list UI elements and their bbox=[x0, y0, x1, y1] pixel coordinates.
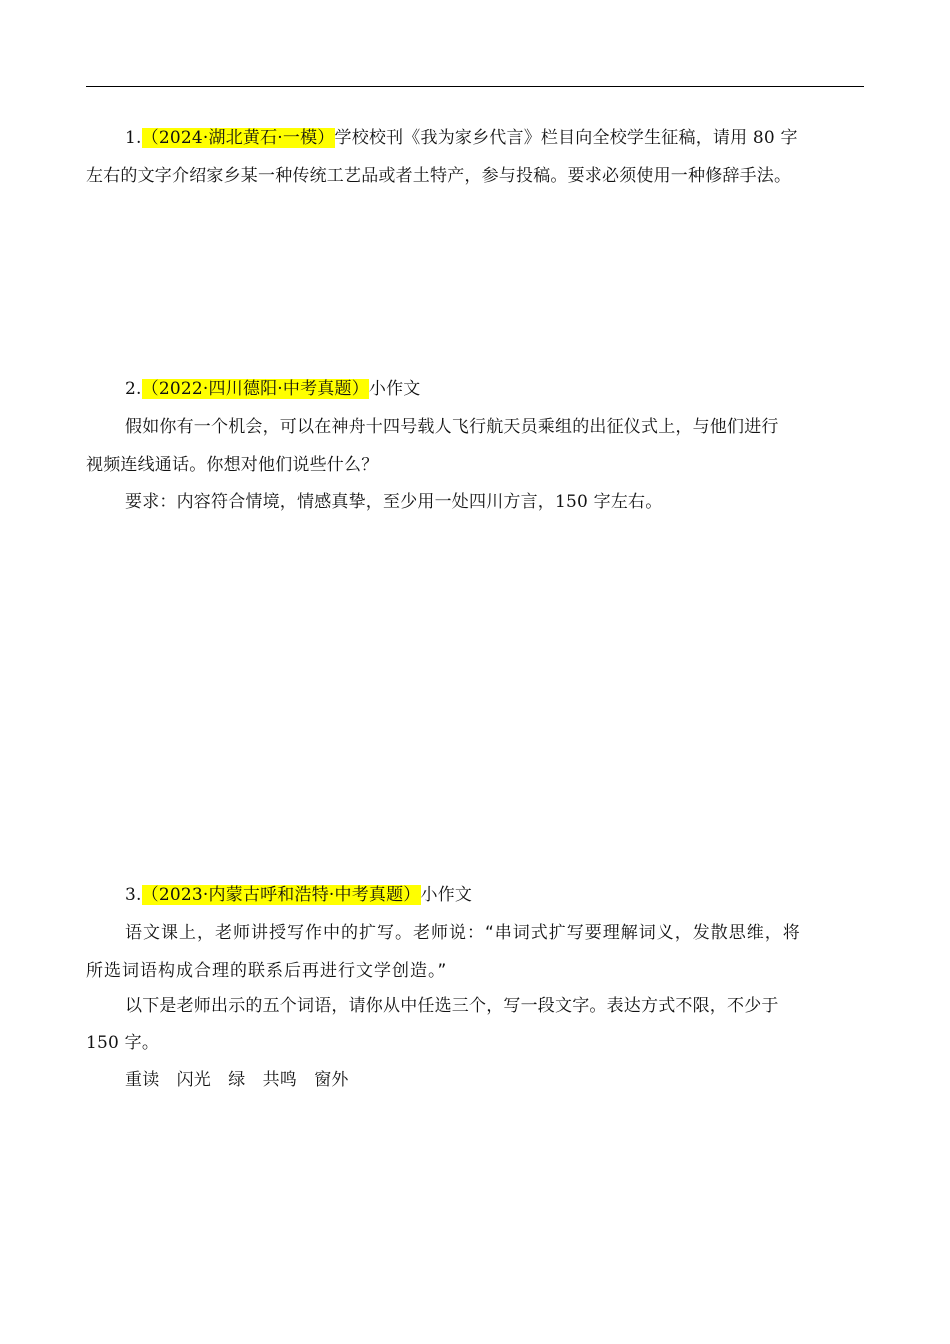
question-1-line-2: 左右的文字介绍家乡某一种传统工艺品或者土特产，参与投稿。要求必须使用一种修辞手法。 bbox=[86, 166, 792, 186]
question-3-line-3: 以下是老师出示的五个词语，请你从中任选三个，写一段文字。表达方式不限，不少于 bbox=[125, 996, 779, 1016]
question-2-line-1: 假如你有一个机会，可以在神舟十四号载人飞行航天员乘组的出征仪式上，与他们进行 bbox=[125, 417, 779, 437]
question-3-line-1: 语文课上，老师讲授写作中的扩写。老师说：“串词式扩写要理解词义，发散思维，将 bbox=[125, 923, 801, 943]
header-rule bbox=[86, 86, 864, 87]
question-2-source: （2022·四川德阳·中考真题） bbox=[141, 379, 369, 399]
question-3-line-2: 所选词语构成合理的联系后再进行文学创造。” bbox=[86, 961, 448, 981]
question-3-source: （2023·内蒙古呼和浩特·中考真题） bbox=[141, 885, 421, 905]
question-3-line-4: 150 字。 bbox=[86, 1033, 160, 1053]
question-3-word-list: 重读 闪光 绿 共鸣 窗外 bbox=[125, 1070, 349, 1090]
question-3-number: 3. bbox=[125, 885, 142, 905]
question-2-number: 2. bbox=[125, 379, 142, 399]
question-2-header bbox=[86, 378, 864, 400]
question-1-line-1: 学校校刊《我为家乡代言》栏目向全校学生征稿，请用 80 字 bbox=[334, 128, 798, 148]
question-2-title: 小作文 bbox=[368, 379, 421, 399]
question-2-line-2: 视频连线通话。你想对他们说些什么？ bbox=[86, 455, 379, 475]
question-3-title: 小作文 bbox=[420, 885, 473, 905]
question-2-requirement: 要求：内容符合情境，情感真挚，至少用一处四川方言，150 字左右。 bbox=[125, 492, 663, 512]
question-1-header bbox=[86, 127, 864, 149]
question-1-source: （2024·湖北黄石·一模） bbox=[141, 128, 335, 148]
question-1-number: 1. bbox=[125, 128, 142, 148]
question-3-header bbox=[86, 884, 864, 906]
